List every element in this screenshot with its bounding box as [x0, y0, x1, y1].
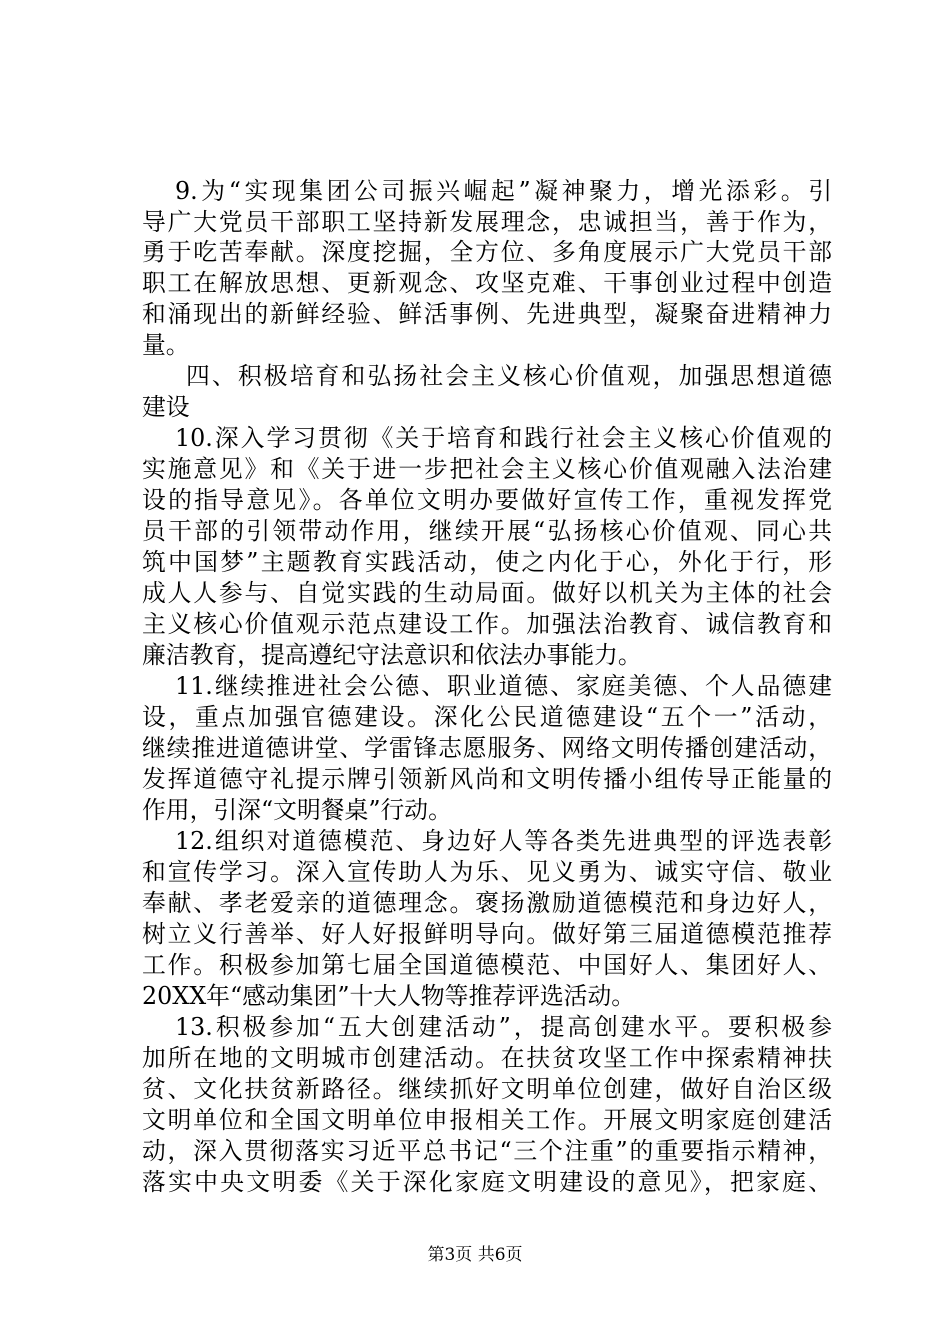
paragraph-9-line-6: 量。: [142, 331, 190, 359]
paragraph-9-line-5: 和涌现出的新鲜经验、鲜活事例、先进典型，凝聚奋进精神力: [142, 300, 832, 328]
paragraph-12-line-5: 工作。积极参加第七届全国道德模范、中国好人、集团好人、: [142, 951, 832, 979]
paragraph-13-line-3: 贫、文化扶贫新路径。继续抓好文明单位创建，做好自治区级: [142, 1075, 832, 1103]
paragraph-10-line-3: 设的指导意见》。各单位文明办要做好宣传工作，重视发挥党: [142, 486, 832, 514]
section-heading-line-1: 四、积极培育和弘扬社会主义核心价值观，加强思想道德: [186, 362, 832, 390]
paragraph-12-line-2: 和宣传学习。深入宣传助人为乐、见义勇为、诚实守信、敬业: [142, 858, 832, 886]
paragraph-10-line-4: 员干部的引领带动作用，继续开展“弘扬核心价值观、同心共: [142, 517, 832, 545]
paragraph-12-line-6: 20XX年“感动集团”十大人物等推荐评选活动。: [142, 982, 636, 1010]
paragraph-11-line-2: 设，重点加强官德建设。深化公民道德建设“五个一”活动，: [142, 703, 832, 731]
paragraph-10-line-7: 主义核心价值观示范点建设工作。加强法治教育、诚信教育和: [142, 610, 832, 638]
paragraph-13-line-4: 文明单位和全国文明单位申报相关工作。开展文明家庭创建活: [142, 1106, 832, 1134]
paragraph-11-line-4: 发挥道德守礼提示牌引领新风尚和文明传播小组传导正能量的: [142, 765, 832, 793]
paragraph-13-line-6: 落实中央文明委《关于深化家庭文明建设的意见》，把家庭、: [142, 1168, 832, 1196]
paragraph-11-line-3: 继续推进道德讲堂、学雷锋志愿服务、网络文明传播创建活动，: [142, 734, 832, 762]
paragraph-12-line-4: 树立义行善举、好人好报鲜明导向。做好第三届道德模范推荐: [142, 920, 832, 948]
paragraph-11-line-1: 11.继续推进社会公德、职业道德、家庭美德、个人品德建: [175, 672, 832, 700]
section-heading-line-2: 建设: [142, 393, 190, 421]
paragraph-12-line-3: 奉献、孝老爱亲的道德理念。褒扬激励道德模范和身边好人，: [142, 889, 832, 917]
paragraph-10-line-5: 筑中国梦”主题教育实践活动，使之内化于心，外化于行，形: [142, 548, 832, 576]
paragraph-10-line-1: 10.深入学习贯彻《关于培育和践行社会主义核心价值观的: [175, 424, 832, 452]
paragraph-10-line-2: 实施意见》和《关于进一步把社会主义核心价值观融入法治建: [142, 455, 832, 483]
page-number-footer: 第3页 共6页: [427, 1245, 523, 1265]
paragraph-13-line-1: 13.积极参加“五大创建活动”，提高创建水平。要积极参: [175, 1013, 832, 1041]
paragraph-12-line-1: 12.组织对道德模范、身边好人等各类先进典型的评选表彰: [175, 827, 832, 855]
paragraph-10-line-8: 廉洁教育，提高遵纪守法意识和依法办事能力。: [142, 641, 642, 669]
paragraph-11-line-5: 作用，引深“文明餐桌”行动。: [142, 796, 452, 824]
paragraph-13-line-2: 加所在地的文明城市创建活动。在扶贫攻坚工作中探索精神扶: [142, 1044, 832, 1072]
paragraph-9-line-1: 9.为“实现集团公司振兴崛起”凝神聚力，增光添彩。引: [175, 177, 832, 205]
paragraph-9-line-2: 导广大党员干部职工坚持新发展理念，忠诚担当，善于作为，: [142, 208, 832, 236]
paragraph-13-line-5: 动，深入贯彻落实习近平总书记“三个注重”的重要指示精神，: [142, 1137, 832, 1165]
paragraph-9-line-4: 职工在解放思想、更新观念、攻坚克难、干事创业过程中创造: [142, 269, 832, 297]
paragraph-9-line-3: 勇于吃苦奉献。深度挖掘，全方位、多角度展示广大党员干部: [142, 238, 832, 266]
paragraph-10-line-6: 成人人参与、自觉实践的生动局面。做好以机关为主体的社会: [142, 579, 832, 607]
